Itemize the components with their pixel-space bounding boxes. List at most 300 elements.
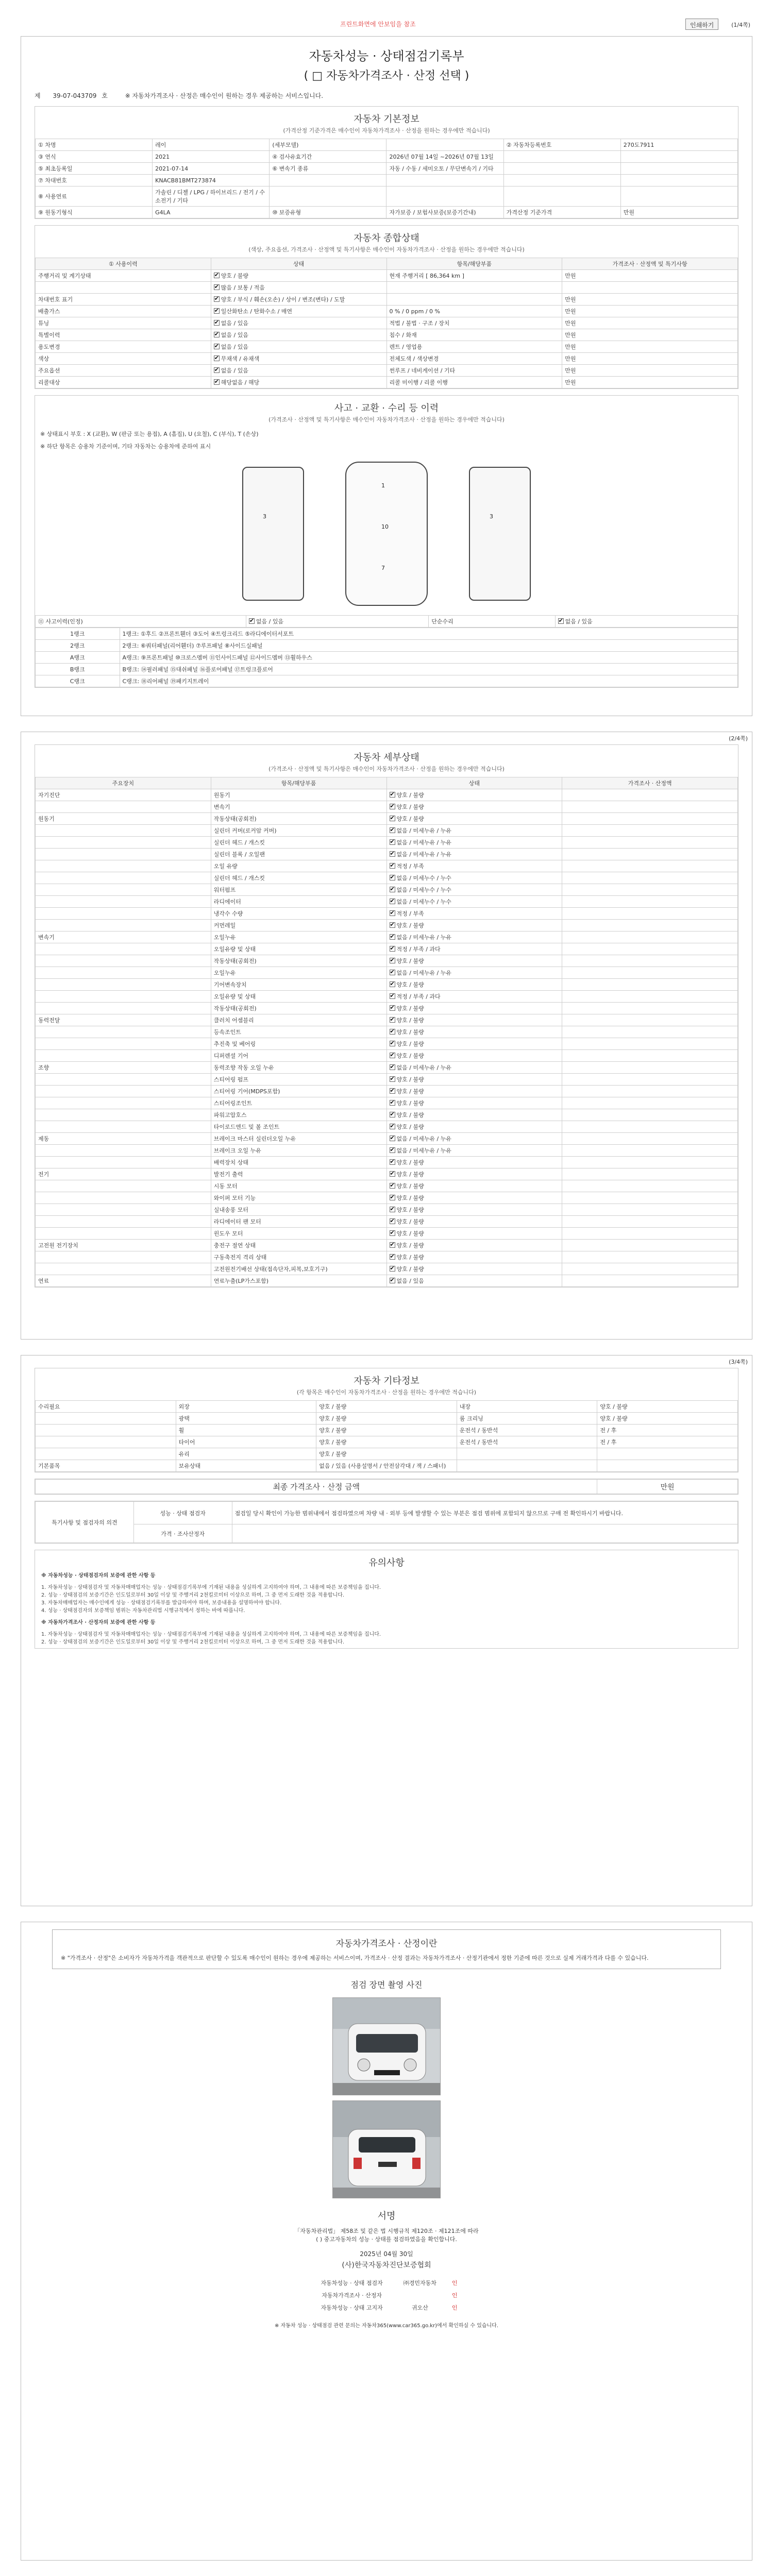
table-cell: 자동 / 수동 / 세미오토 / 무단변속기 / 기타 bbox=[386, 163, 503, 175]
checkbox[interactable] bbox=[390, 934, 395, 940]
caution-list bbox=[35, 1582, 738, 1617]
checkbox[interactable] bbox=[390, 1005, 395, 1011]
table-cell: 광택 bbox=[176, 1413, 316, 1425]
part-name: 작동상태(공회전) bbox=[211, 813, 386, 825]
table-cell: 가격산정 기준가격 bbox=[503, 207, 620, 218]
table-cell bbox=[597, 1460, 738, 1472]
price-cell bbox=[562, 1251, 738, 1263]
checkbox[interactable] bbox=[390, 1159, 395, 1165]
checkbox[interactable] bbox=[390, 851, 395, 857]
table-row bbox=[36, 353, 738, 365]
checkbox[interactable] bbox=[390, 993, 395, 999]
table-cell: 룸 크리닝 bbox=[457, 1413, 597, 1425]
table-cell: 외장 bbox=[176, 1401, 316, 1413]
table-row bbox=[36, 1086, 738, 1097]
price-cell bbox=[562, 1216, 738, 1228]
part-name: 타이로드엔드 및 볼 조인트 bbox=[211, 1121, 386, 1133]
caution-item: 1. 자동차성능 · 상태점검자 및 자동차매매업자는 성능 · 상태점검기록부에 기재된 내용을 성실하게 고지하여야 하며, 그 내용에 따른 보증책임을 집니다. bbox=[41, 1632, 381, 1637]
table-cell: 양호 / 불량 bbox=[316, 1448, 457, 1460]
table-cell: 특별이력 bbox=[36, 329, 211, 341]
table-cell: 양호 / 불량 bbox=[316, 1436, 457, 1448]
table-cell: 만원 bbox=[562, 317, 738, 329]
table-row bbox=[36, 1180, 738, 1192]
signer-row bbox=[310, 2277, 462, 2289]
part-name: 브레이크 마스터 실린더오일 누유 bbox=[211, 1133, 386, 1145]
table-cell: 만원 bbox=[562, 270, 738, 282]
table-cell: ✔ 양호 / 부식 / 훼손(오손) / 상이 / 변조(변타) / 도말 bbox=[211, 294, 386, 306]
final-price-section: 최종 가격조사 · 산정 금액 만원 bbox=[35, 1479, 738, 1495]
seal-stamp: 인 bbox=[451, 2292, 458, 2299]
part-name: 오일누유 bbox=[211, 931, 386, 943]
checkbox[interactable] bbox=[390, 1088, 395, 1094]
detail-section: 자동차 세부상태 (가격조사 · 산정액 및 특기사항은 매수인이 자동차가격조사 · 산정을 원하는 경우에만 적습니다) 주요장치 항목/해당부품 상태 가격조사 · 산정액 자기진단 원동기 ✔ 양호 / 불량 변속기 ✔ 양호 / 불량 원동기 작동상태(공회전) ✔ 양호 / 불량 실린더 커버(로커암 커버) ✔ 없음 / 미세누유 / 누유 실린더 헤드 / 개스킷 ✔ 없음 / 미세누유 / 누유 실린더 블록 / 오일팬 ✔ 없음 / 미세누유 / 누유 오일 유량 ✔ 적정 / 부족 실린더 헤드 / 개스킷 ✔ 없음 / 미세누수 / 누수 워터펌프 ✔ 없음 / 미세누수 / 누수 라디에이터 ✔ 없음 / 미세누수 / 누수 냉각수 수량 ✔ 적정 / 부족 커먼레일 ✔ 양호 / 불량 변속기 오일누유 ✔ 없음 / 미세누유 / 누유 오일유량 및 상태 ✔ 적정 / 부족 / 과다 작동상태(공회전) ✔ 양호 / 불량 오일누유 ✔ 없음 / 미세누유 / 누유 기어변속장치 ✔ 양호 / 불량 오일유량 및 상태 ✔ 적정 / 부족 / 과다 작동상태(공회전) ✔ 양호 / 불량 동력전달 클러치 어셈블리 ✔ 양호 / 불량 등속조인트 ✔ 양호 / 불량 추진축 및 베어링 ✔ 양호 / 불량 디퍼렌셜 기어 ✔ 양호 / 불량 조향 동력조향 작동 오일 누유 ✔ 없음 / 미세누유 / 누유 스티어링 펌프 ✔ 양호 / 불량 스티어링 기어(MDPS포함) ✔ 양호 / 불량 스티어링조인트 ✔ 양호 / 불량 파워고압호스 ✔ 양호 / 불량 타이로드엔드 및 볼 조인트 ✔ 양호 / 불량 제동 브레이크 마스터 실린더오일 누유 ✔ 없음 / 미세누유 / 누유 브레이크 오일 누유 ✔ 없음 / 미세누유 / 누유 배력장치 상태 ✔ 양호 / 불량 전기 발전기 출력 ✔ 양호 / 불량 시동 모터 ✔ 양호 / 불량 와이퍼 모터 기능 ✔ 양호 / 불량 실내송풍 모터 ✔ 양호 / 불량 라디에이터 팬 모터 ✔ 양호 / 불량 윈도우 모터 ✔ 양호 / 불량 고전원 전기장치 충전구 절연 상태 ✔ 양호 / 불량 구동축전지 격리 상태 ✔ 양호 / 불량 고전원전기배선 상태(접속단자,피복,보호기구) ✔ 양호 / 불량 연료 연료누출(LP가스포함) ✔ 없음 / 있음 bbox=[35, 744, 738, 1287]
checkbox[interactable] bbox=[390, 1076, 395, 1082]
section-title: 유의사항 bbox=[35, 1550, 738, 1570]
checkbox[interactable] bbox=[390, 827, 395, 833]
price-cell bbox=[562, 943, 738, 955]
rank-parts: 1랭크: ①후드 ②프론트휀더 ③도어 ④트렁크리드 ⑤라디에이터서포트 bbox=[120, 628, 737, 640]
signer-role: 자동차성능 · 상태 고지자 bbox=[321, 2304, 383, 2311]
table-row bbox=[36, 317, 738, 329]
table-cell bbox=[386, 187, 503, 207]
table-row bbox=[36, 652, 738, 664]
signer-name: ㈜경민자동차 bbox=[403, 2280, 436, 2286]
table-row bbox=[36, 1003, 738, 1014]
part-name: 오일유량 및 상태 bbox=[211, 991, 386, 1003]
print-button[interactable]: 인쇄하기 bbox=[685, 19, 718, 30]
signer-row bbox=[310, 2301, 462, 2314]
price-cell bbox=[562, 1038, 738, 1050]
checkbox[interactable] bbox=[390, 899, 395, 904]
status-cell: ✔ 양호 / 불량 bbox=[386, 1192, 562, 1204]
device-group: 전기 bbox=[36, 1168, 211, 1180]
device-group bbox=[36, 1026, 211, 1038]
checkbox[interactable] bbox=[390, 1195, 395, 1200]
checkbox[interactable] bbox=[390, 910, 395, 916]
table-cell: 타이어 bbox=[176, 1436, 316, 1448]
checkbox[interactable] bbox=[390, 1053, 395, 1058]
checkbox[interactable] bbox=[390, 875, 395, 880]
signature-section: 서명 「자동차관리법」 제58조 및 같은 법 시행규칙 제120조 · 제121조에 따라 ( ) 중고자동차의 성능 · 상태를 점검하였음을 확인합니다. 2025년 04월 30일 (사)한국자동차진단보증협회 자동차성능 · 상태 점검자 ㈜경민자동차 인 자동차가격조사 · 산정자 인 자동차성능 · 상태 고지자 귀오산 인 ※ 자동차 성능 · 상태점검 관련 문의는 자동차365(www.car365.go.kr)에서 확인하실 수 있습니다. bbox=[35, 2209, 738, 2329]
checkbox[interactable] bbox=[390, 839, 395, 845]
table-row bbox=[36, 1228, 738, 1240]
table-row bbox=[36, 1401, 738, 1413]
table-cell: 2021 bbox=[153, 151, 270, 163]
checkbox[interactable] bbox=[390, 1136, 395, 1141]
checkbox[interactable] bbox=[390, 1171, 395, 1177]
status-cell: ✔ 양호 / 불량 bbox=[386, 955, 562, 967]
device-group bbox=[36, 801, 211, 813]
table-row bbox=[36, 813, 738, 825]
table-cell bbox=[386, 294, 562, 306]
section-title: 자동차 종합상태 bbox=[35, 226, 738, 245]
checkbox[interactable] bbox=[214, 308, 220, 314]
table-row bbox=[36, 1026, 738, 1038]
table-cell: 적법 / 불법 · 구조 / 장치 bbox=[386, 317, 562, 329]
table-row bbox=[36, 207, 738, 218]
device-group bbox=[36, 872, 211, 884]
table-row bbox=[36, 1109, 738, 1121]
table-row bbox=[36, 365, 738, 377]
part-name: 스티어링 펌프 bbox=[211, 1074, 386, 1086]
top-bar bbox=[21, 15, 752, 36]
checkbox[interactable] bbox=[390, 1100, 395, 1106]
checkbox[interactable] bbox=[390, 804, 395, 809]
page-title: 자동차성능 · 상태점검기록부 bbox=[309, 49, 464, 63]
device-group bbox=[36, 943, 211, 955]
table-cell bbox=[503, 187, 620, 207]
page-subtitle: ( □ 자동차가격조사 · 산정 선택 ) bbox=[304, 70, 469, 82]
table-cell: ✔많음 / 보통 / 적음 bbox=[211, 282, 386, 294]
table-cell bbox=[36, 1448, 176, 1460]
table-row bbox=[36, 1121, 738, 1133]
checkbox[interactable] bbox=[214, 273, 220, 278]
checkbox[interactable] bbox=[390, 1218, 395, 1224]
part-name: 변속기 bbox=[211, 801, 386, 813]
part-name: 오일 유량 bbox=[211, 860, 386, 872]
table-cell: ② 자동차등록번호 bbox=[503, 139, 620, 151]
table-cell bbox=[386, 282, 562, 294]
status-cell: ✔ 없음 / 미세누유 / 누유 bbox=[386, 1062, 562, 1074]
table-row bbox=[36, 294, 738, 306]
part-name: 기어변속장치 bbox=[211, 979, 386, 991]
price-cell bbox=[562, 1145, 738, 1157]
table-row bbox=[36, 955, 738, 967]
checkbox[interactable] bbox=[390, 1064, 395, 1070]
car-left-view bbox=[242, 467, 304, 601]
doc-description: ※ 자동차가격조사 · 산정은 매수인이 원하는 경우 제공하는 서비스입니다. bbox=[125, 92, 324, 99]
checkbox[interactable] bbox=[214, 379, 220, 385]
status-cell: ✔ 적정 / 부족 / 과다 bbox=[386, 943, 562, 955]
checkbox[interactable] bbox=[214, 320, 220, 326]
part-name: 동력조향 작동 오일 누유 bbox=[211, 1062, 386, 1074]
table-row bbox=[36, 801, 738, 813]
caution-item: 1. 자동차성능 · 상태점검자 및 자동차매매업자는 성능 · 상태점검기록부에 기재된 내용을 성실하게 고지하여야 하며, 그 내용에 따른 보증책임을 집니다. bbox=[41, 1585, 381, 1590]
final-price-title: 최종 가격조사 · 산정 금액 bbox=[36, 1480, 597, 1494]
status-cell: ✔ 양호 / 불량 bbox=[386, 1228, 562, 1240]
checkbox[interactable] bbox=[390, 1041, 395, 1046]
checkbox[interactable] bbox=[390, 946, 395, 952]
checkbox[interactable] bbox=[390, 1230, 395, 1236]
part-name: 클러치 어셈블리 bbox=[211, 1014, 386, 1026]
table-row bbox=[36, 837, 738, 849]
page-1 bbox=[21, 36, 752, 716]
table-cell: 내장 bbox=[457, 1401, 597, 1413]
table-row bbox=[36, 896, 738, 908]
price-cell bbox=[562, 789, 738, 801]
print-notice: 프린트화면에 안보임을 참조 bbox=[340, 21, 416, 28]
checkbox[interactable] bbox=[390, 1207, 395, 1212]
price-cell bbox=[562, 1062, 738, 1074]
device-group bbox=[36, 884, 211, 896]
price-cell bbox=[562, 1014, 738, 1026]
table-row bbox=[36, 1460, 738, 1472]
table-cell bbox=[36, 1425, 176, 1436]
table-cell: ⑨ 원동기형식 bbox=[36, 207, 153, 218]
table-cell: ✔ 해당없음 / 해당 bbox=[211, 377, 386, 388]
rank-label: B랭크 bbox=[36, 664, 120, 675]
table-row bbox=[36, 1275, 738, 1287]
price-cell bbox=[562, 1275, 738, 1287]
table-cell: 2021-07-14 bbox=[153, 163, 270, 175]
table-cell: 만원 bbox=[562, 365, 738, 377]
device-group bbox=[36, 1180, 211, 1192]
table-cell: ① 차명 bbox=[36, 139, 153, 151]
device-group: 자기진단 bbox=[36, 789, 211, 801]
table-cell bbox=[597, 1448, 738, 1460]
table-row bbox=[36, 151, 738, 163]
checkbox[interactable] bbox=[390, 792, 395, 798]
status-cell: ✔ 양호 / 불량 bbox=[386, 1180, 562, 1192]
table-cell: ✔ 없음 / 있음 bbox=[211, 317, 386, 329]
table-row bbox=[36, 329, 738, 341]
table-cell bbox=[36, 282, 211, 294]
status-cell: ✔ 양호 / 불량 bbox=[386, 1097, 562, 1109]
signer-name bbox=[393, 2289, 447, 2301]
column-header: 주요장치 bbox=[36, 777, 211, 789]
table-row bbox=[36, 341, 738, 353]
device-group bbox=[36, 1050, 211, 1062]
checkbox[interactable] bbox=[214, 332, 220, 337]
price-cell bbox=[562, 825, 738, 837]
checkbox[interactable] bbox=[390, 1278, 395, 1283]
status-cell: ✔ 양호 / 불량 bbox=[386, 979, 562, 991]
table-cell: ④ 검사유효기간 bbox=[270, 151, 386, 163]
table-row bbox=[36, 163, 738, 175]
table-cell bbox=[386, 175, 503, 187]
table-cell: 만원 bbox=[562, 329, 738, 341]
price-cell bbox=[562, 837, 738, 849]
table-cell: 전체도색 / 색상변경 bbox=[386, 353, 562, 365]
table-row bbox=[36, 270, 738, 282]
column-header: 가격조사 · 산정액 bbox=[562, 777, 738, 789]
table-row bbox=[36, 1168, 738, 1180]
price-cell bbox=[562, 1180, 738, 1192]
device-group bbox=[36, 849, 211, 860]
device-group bbox=[36, 967, 211, 979]
status-cell: ✔ 양호 / 불량 bbox=[386, 1204, 562, 1216]
part-name: 추진축 및 베어링 bbox=[211, 1038, 386, 1050]
part-name: 브레이크 오일 누유 bbox=[211, 1145, 386, 1157]
checkbox[interactable] bbox=[390, 1147, 395, 1153]
table-cell: 유리 bbox=[176, 1448, 316, 1460]
part-name: 등속조인트 bbox=[211, 1026, 386, 1038]
table-row bbox=[36, 931, 738, 943]
checkbox[interactable] bbox=[214, 344, 220, 349]
price-cell bbox=[562, 1109, 738, 1121]
checkbox[interactable] bbox=[214, 355, 220, 361]
part-name: 스티어링 기어(MDPS포함) bbox=[211, 1086, 386, 1097]
status-cell: ✔ 없음 / 미세누수 / 누수 bbox=[386, 872, 562, 884]
table-row bbox=[36, 872, 738, 884]
table-row bbox=[36, 849, 738, 860]
table-cell: 레이 bbox=[153, 139, 270, 151]
signer-role: 자동차성능 · 상태 점검자 bbox=[321, 2280, 383, 2286]
part-name: 디퍼렌셜 기어 bbox=[211, 1050, 386, 1062]
table-cell: 전 / 후 bbox=[597, 1436, 738, 1448]
table-row bbox=[36, 187, 738, 207]
table-row bbox=[36, 1204, 738, 1216]
table-row bbox=[36, 789, 738, 801]
price-cell bbox=[562, 801, 738, 813]
table-cell: ✔ 없음 / 있음 bbox=[211, 365, 386, 377]
part-name: 구동축전지 격리 상태 bbox=[211, 1251, 386, 1263]
rank-parts: A랭크: ⑨프론트패널 ⑩크로스멤버 ⑪인사이드패널 ⑫사이드멤버 ⑬휠하우스 bbox=[120, 652, 737, 664]
price-cell bbox=[562, 979, 738, 991]
table-row bbox=[36, 1097, 738, 1109]
status-cell: ✔ 양호 / 불량 bbox=[386, 1086, 562, 1097]
caution-item: 3. 자동차매매업자는 매수인에게 성능 · 상태점검기록부를 발급하여야 하며, 보증내용을 설명하여야 합니다. bbox=[41, 1600, 282, 1606]
status-cell: ✔ 양호 / 불량 bbox=[386, 1050, 562, 1062]
status-cell: ✔ 양호 / 불량 bbox=[386, 801, 562, 813]
device-group: 원동기 bbox=[36, 813, 211, 825]
device-group bbox=[36, 837, 211, 849]
table-row bbox=[36, 1192, 738, 1204]
status-cell: ✔ 양호 / 불량 bbox=[386, 1109, 562, 1121]
table-cell: ✔ 무채색 / 유채색 bbox=[211, 353, 386, 365]
table-cell: 전 / 후 bbox=[597, 1425, 738, 1436]
checkbox[interactable] bbox=[390, 970, 395, 975]
column-header: 항목/해당부품 bbox=[386, 258, 562, 270]
status-cell: ✔ 없음 / 있음 bbox=[386, 1275, 562, 1287]
checkbox[interactable] bbox=[390, 1112, 395, 1117]
column-header: 가격조사 · 산정액 및 특기사항 bbox=[562, 258, 738, 270]
table-row bbox=[36, 1263, 738, 1275]
price-cell bbox=[562, 1086, 738, 1097]
page-4 bbox=[21, 1922, 752, 2561]
device-group: 조향 bbox=[36, 1062, 211, 1074]
device-group bbox=[36, 1204, 211, 1216]
doc-number-line: 제 39-07-043709 호 ※ 자동차가격조사 · 산정은 매수인이 원하는 경우 제공하는 서비스입니다. bbox=[35, 92, 324, 99]
device-group bbox=[36, 1003, 211, 1014]
device-group bbox=[36, 979, 211, 991]
device-group bbox=[36, 991, 211, 1003]
price-cell bbox=[562, 1204, 738, 1216]
device-group: 동력전달 bbox=[36, 1014, 211, 1026]
table-cell: 만원 bbox=[562, 353, 738, 365]
table-cell: 양호 / 불량 bbox=[316, 1425, 457, 1436]
overall-section: 자동차 종합상태 (색상, 주요옵션, 가격조사 · 산정액 및 특기사항은 매수인이 자동차가격조사 · 산정을 원하는 경우에만 적습니다) ① 사용이력 상태 항목/해당부품 가격조사 · 산정액 및 특기사항 주행거리 및 계기상태 ✔ 양호 / 불량 현재 주행거리 [ 86,364 km ] 만원 ✔많음 / 보통 / 적음 차대번호 표기 ✔ 양호 / 부식 / 훼손(오손) / 상이 / 변조(변타) / 도말 만원 배출가스 ✔ 일산화탄소 / 탄화수소 / 매연 0 % / 0 ppm / 0 % 만원 튜닝 ✔ 없음 / 있음 적법 / 불법 · 구조 / 장치 만원 특별이력 ✔ 없음 / 있음 침수 / 화재 만원 용도변경 ✔ 없음 / 있음 렌트 / 영업용 만원 색상 ✔ 무채색 / 유채색 전체도색 / 색상변경 만원 주요옵션 ✔ 없음 / 있음 썬루프 / 네비게이션 / 기타 만원 리콜대상 ✔ 해당없음 / 해당 리콜 미이행 / 리콜 이행 만원 bbox=[35, 225, 738, 389]
checkbox[interactable] bbox=[390, 1017, 395, 1023]
table-cell: 용도변경 bbox=[36, 341, 211, 353]
rank-label: C랭크 bbox=[36, 675, 120, 687]
table-cell: ③ 연식 bbox=[36, 151, 153, 163]
table-row bbox=[36, 1240, 738, 1251]
table-row bbox=[36, 1050, 738, 1062]
table-cell: ⑧ 사용연료 bbox=[36, 187, 153, 207]
status-cell: ✔ 없음 / 미세누유 / 누유 bbox=[386, 849, 562, 860]
part-name: 와이퍼 모터 기능 bbox=[211, 1192, 386, 1204]
checkbox[interactable] bbox=[390, 1242, 395, 1248]
price-cell bbox=[562, 920, 738, 931]
table-row bbox=[36, 860, 738, 872]
table-cell: 배출가스 bbox=[36, 306, 211, 317]
status-cell: ✔ 양호 / 불량 bbox=[386, 1168, 562, 1180]
status-cell: ✔ 양호 / 불량 bbox=[386, 1240, 562, 1251]
device-group: 제동 bbox=[36, 1133, 211, 1145]
status-cell: ✔ 양호 / 불량 bbox=[386, 1026, 562, 1038]
checkbox[interactable] bbox=[214, 367, 220, 373]
checkbox[interactable] bbox=[390, 922, 395, 928]
sign-organization: (사)한국자동차진단보증협회 bbox=[342, 2261, 431, 2269]
checkbox[interactable] bbox=[390, 1266, 395, 1272]
page-3: (3/4쪽) 자동차 기타정보 (각 항목은 매수인이 자동차가격조사 · 산정을 원하는 경우에만 적습니다) 수리필요 외장 양호 / 불량 내장 양호 / 불량 광택 양호 / 불량 룸 크리닝 양호 / 불량 휠 양호 / 불량 운전석 / 동반석 전 / 후 타이어 양호 / 불량 운전석 / 동반석 전 / 후 유리 양호 / 불량 기본품목 보유상태 없음 / 있음 (사용설명서 / 안전삼각대 / 잭 / 스패너) 최종 가격조사 · 산정 금액 만원 특기사항 및 점검자의 의견 성능 · 상태 점검자 점검일 당시 확인이 가능한 범위내에서 점검하였으며 차량 내 · 외부 등에 발생할 수 있는 부분은 점검 범위에 포함되지 않으므로 구매 전 확인하시기 바랍니다. 가격 · 조사산정자 유의사항 ※ 자동차성능 · 상태점검자의 보증에 관한 사항 등 1. 자동차성능 · 상태점검자 및 자동차매매업자는 성능 · 상태점검기록부에 기재된 내용을 성실하게 고지하여야 하며, 그 내용에 따른 보증책임을 집니다. 2. 성능 · 상태점검의 보증기간은 인도일로부터 30일 이상 및 주행거리 2천킬로미터 이상으로 하며, 그 중 먼저 도래한 것을 적용합니다. 3. 자동차매매업자는 매수인에게 성능 · 상태점검기록부를 발급하여야 하며, 보증내용을 설명하여야 합니다. 4. 성능 · 상태점검자의 보증책임 범위는 자동차관리법 시행규칙에서 정하는 바에 따릅니다. ※ 자동차가격조사 · 산정자의 보증에 관한 사항 등 1. 자동차성능 · 상태점검자 및 자동차매매업자는 성능 · 상태점검기록부에 기재된 내용을 성실하게 고지하여야 하며, 그 내용에 따른 보증책임을 집니다. 2. 성능 · 상태점검의 보증기간은 인도일로부터 30일 이상 및 주행거리 2천킬로미터 이상으로 하며, 그 중 먼저 도래한 것을 적용합니다. bbox=[21, 1355, 752, 1906]
status-cell: ✔ 양호 / 불량 bbox=[386, 1014, 562, 1026]
page-number: (1/4쪽) bbox=[731, 22, 750, 28]
device-group bbox=[36, 825, 211, 837]
table-row bbox=[36, 675, 738, 687]
part-name: 원동기 bbox=[211, 789, 386, 801]
table-cell: 기본품목 bbox=[36, 1460, 176, 1472]
status-cell: ✔ 양호 / 불량 bbox=[386, 1074, 562, 1086]
status-cell: ✔ 양호 / 불량 bbox=[386, 1038, 562, 1050]
car-right-view bbox=[469, 467, 531, 601]
checkbox[interactable] bbox=[390, 958, 395, 963]
price-cell bbox=[562, 1133, 738, 1145]
status-cell: ✔ 없음 / 미세누유 / 누유 bbox=[386, 1145, 562, 1157]
checkbox[interactable] bbox=[390, 1124, 395, 1129]
table-row bbox=[36, 1413, 738, 1425]
price-cell bbox=[562, 1003, 738, 1014]
status-cell: ✔ 양호 / 불량 bbox=[386, 1216, 562, 1228]
status-cell: ✔ 적정 / 부족 bbox=[386, 860, 562, 872]
price-cell bbox=[562, 872, 738, 884]
device-group bbox=[36, 860, 211, 872]
part-name: 시동 모터 bbox=[211, 1180, 386, 1192]
inspection-photo-rear bbox=[332, 2100, 441, 2198]
checkbox[interactable] bbox=[214, 284, 220, 290]
checkbox[interactable] bbox=[390, 1029, 395, 1035]
checkbox[interactable] bbox=[390, 1254, 395, 1260]
part-name: 연료누출(LP가스포함) bbox=[211, 1275, 386, 1287]
section-title: 자동차 기본정보 bbox=[35, 107, 738, 126]
checkbox[interactable] bbox=[390, 1183, 395, 1189]
table-cell bbox=[503, 175, 620, 187]
checkbox[interactable] bbox=[390, 981, 395, 987]
table-cell: ⑦ 차대번호 bbox=[36, 175, 153, 187]
checkbox[interactable] bbox=[390, 816, 395, 821]
rank-parts: C랭크: ⑱리어패널 ⑲패키지트레이 bbox=[120, 675, 737, 687]
device-group: 고전원 전기장치 bbox=[36, 1240, 211, 1251]
status-cell: ✔ 양호 / 불량 bbox=[386, 1003, 562, 1014]
table-row bbox=[36, 1157, 738, 1168]
price-cell bbox=[562, 1263, 738, 1275]
table-row bbox=[36, 1133, 738, 1145]
table-cell: ⑥ 변속기 종류 bbox=[270, 163, 386, 175]
device-group: 연료 bbox=[36, 1275, 211, 1287]
status-cell: ✔ 없음 / 미세누유 / 누유 bbox=[386, 825, 562, 837]
table-row bbox=[36, 884, 738, 896]
special-section: 특기사항 및 점검자의 의견 성능 · 상태 점검자 점검일 당시 확인이 가능한 범위내에서 점검하였으며 차량 내 · 외부 등에 발생할 수 있는 부분은 점검 범위에 포함되지 않으므로 구매 전 확인하시기 바랍니다. 가격 · 조사산정자 bbox=[35, 1501, 738, 1544]
table-cell bbox=[386, 139, 503, 151]
price-cell bbox=[562, 931, 738, 943]
table-row bbox=[36, 1014, 738, 1026]
checkbox[interactable] bbox=[390, 887, 395, 892]
checkbox[interactable] bbox=[390, 863, 395, 869]
table-cell: 운전석 / 동반석 bbox=[457, 1436, 597, 1448]
rank-parts: B랭크: ⑭필러패널 ⑮대쉬패널 ⑯플로어패널 ⑰트렁크플로어 bbox=[120, 664, 737, 675]
signer-name: 귀오산 bbox=[411, 2304, 428, 2311]
part-name: 냉각수 수량 bbox=[211, 908, 386, 920]
table-row bbox=[36, 664, 738, 675]
table-row bbox=[36, 1216, 738, 1228]
checkbox[interactable] bbox=[214, 296, 220, 302]
part-name: 스티어링조인트 bbox=[211, 1097, 386, 1109]
table-cell: 운전석 / 동반석 bbox=[457, 1425, 597, 1436]
sign-date: 2025년 04월 30일 bbox=[360, 2250, 413, 2258]
price-cell bbox=[562, 1157, 738, 1168]
part-name: 작동상태(공회전) bbox=[211, 955, 386, 967]
